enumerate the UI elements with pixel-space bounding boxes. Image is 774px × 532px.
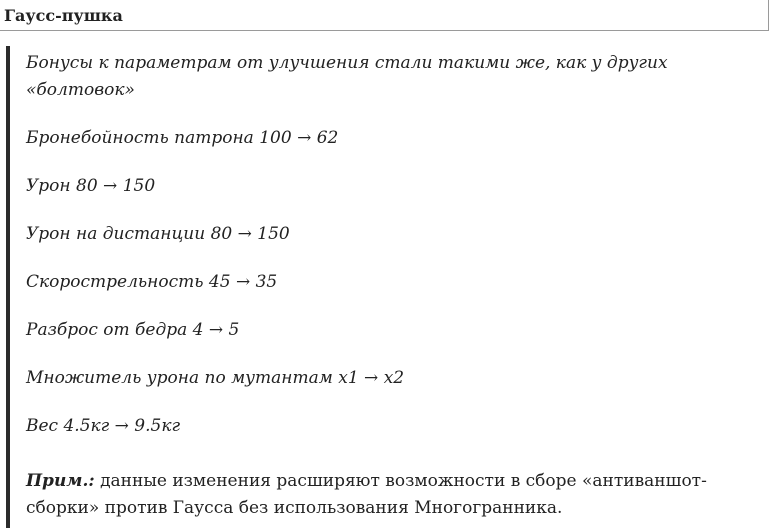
note-text: данные изменения расширяют возможности в сборе «антиваншот-сборки» против Гаусса без использования Многогранника. — [26, 471, 707, 518]
change-item-fire-rate: Скорострельность 45 → 35 — [26, 272, 278, 292]
change-item-hip-spread: Разброс от бедра 4 → 5 — [26, 320, 240, 340]
change-item-mutant-multiplier: Множитель урона по мутантам x1 → x2 — [26, 368, 405, 388]
change-item-penetration: Бронебойность патрона 100 → 62 — [26, 128, 339, 148]
section-header — [0, 0, 769, 31]
change-item-bonuses: Бонусы к параметрам от улучшения стали такими же, как у других «болтовок» — [26, 53, 668, 100]
change-item-weight: Вес 4.5кг → 9.5кг — [26, 416, 181, 436]
quote-bar — [6, 46, 10, 528]
change-item-damage: Урон 80 → 150 — [26, 176, 156, 196]
change-item-range-damage: Урон на дистанции 80 → 150 — [26, 224, 290, 244]
note — [26, 468, 716, 522]
section-title: Гаусс-пушка — [4, 6, 123, 25]
note-label: Прим.: — [26, 471, 95, 491]
changes-quote — [26, 50, 706, 461]
